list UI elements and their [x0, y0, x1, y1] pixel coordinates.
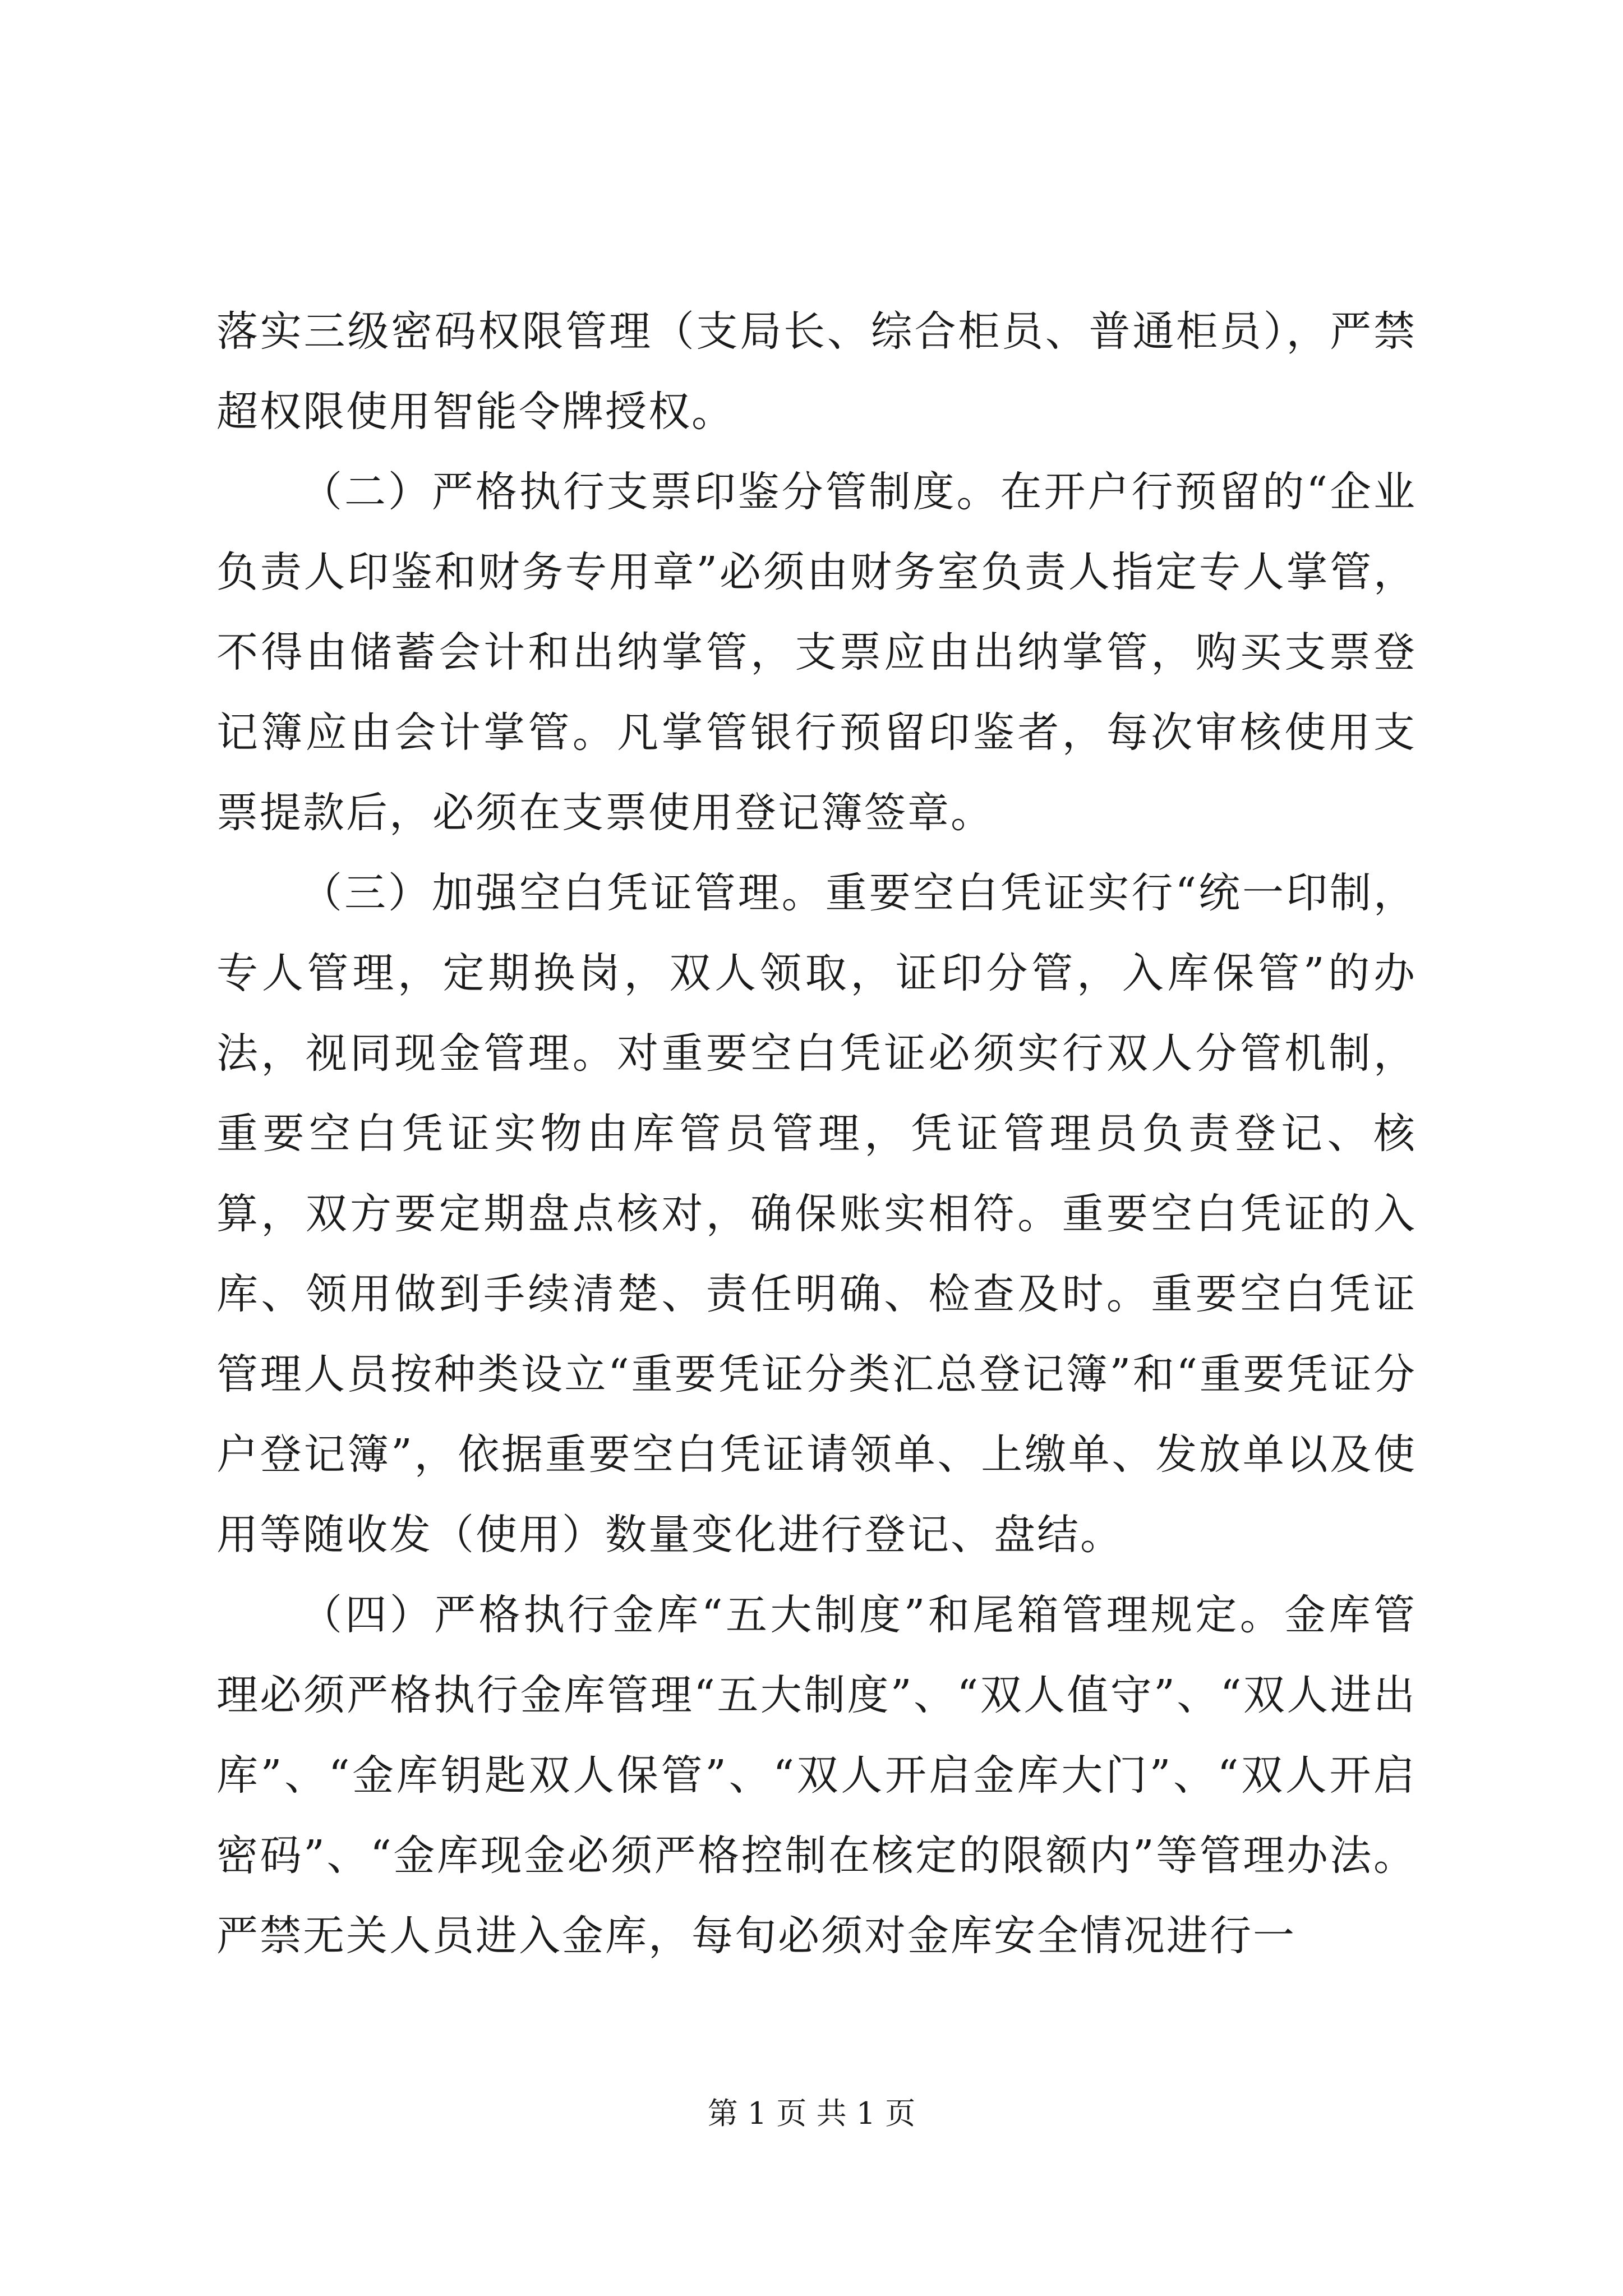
page-number-footer: 第 1 页 共 1 页: [707, 2096, 916, 2131]
paragraph-check-seal-management: （二）严格执行支票印鉴分管制度。在开户行预留的“企业负责人印鉴和财务专用章”必须由财务室负责人指定专人掌管，不得由储蓄会计和出纳掌管，支票应由出纳掌管，购买支票登记簿应由会计掌管。凡掌管银行预留印鉴者，每次审核使用支票提款后，必须在支票使用登记簿签章。: [216, 468, 1417, 837]
document-body: [216, 292, 1417, 1976]
paragraph-vault-rules: （四）严格执行金库“五大制度”和尾箱管理规定。金库管理必须严格执行金库管理“五大制度”、“双人值守”、“双人进出库”、“金库钥匙双人保管”、“双人开启金库大门”、“双人开启密码”、“金库现金必须严格控制在核定的限额内”等管理办法。严禁无关人员进入金库，每旬必须对金库安全情况进行一: [216, 1591, 1417, 1960]
paragraph-blank-voucher-management: （三）加强空白凭证管理。重要空白凭证实行“统一印制，专人管理，定期换岗，双人领取，证印分管，入库保管”的办法，视同现金管理。对重要空白凭证必须实行双人分管机制，重要空白凭证实物由库管员管理，凭证管理员负责登记、核算，双方要定期盘点核对，确保账实相符。重要空白凭证的入库、领用做到手续清楚、责任明确、检查及时。重要空白凭证管理人员按种类设立“重要凭证分类汇总登记簿”和“重要凭证分户登记簿”，依据重要空白凭证请领单、上缴单、发放单以及使用等随收发（使用）数量变化进行登记、盘结。: [216, 869, 1417, 1559]
paragraph-password-permissions: 落实三级密码权限管理（支局长、综合柜员、普通柜员），严禁超权限使用智能令牌授权。: [216, 307, 1417, 436]
